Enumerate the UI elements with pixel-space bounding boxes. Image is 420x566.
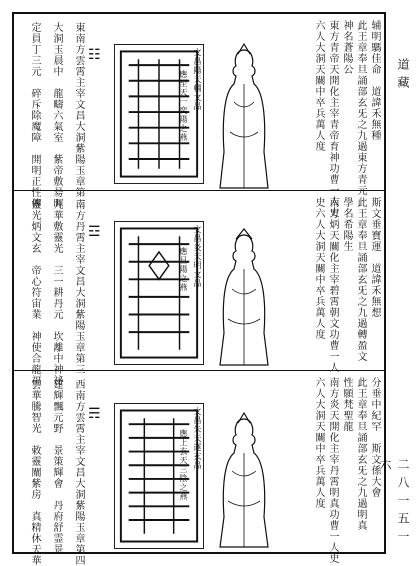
deity-figure-1 [214, 42, 274, 190]
p3-talisman-sub: 應上玄天三陰之燕 [179, 429, 188, 501]
p1-talisman-sub: 應至天一奕陽之燕 [179, 70, 188, 142]
p1-rcol-5: 六人大洞天關中卒兵萬人度 [313, 20, 324, 152]
p1-lcol-2: 大洞玉晨中 龍疇六氣室 紫帝敷昜暉 [51, 22, 62, 209]
p2-talisman-caption: 文昌炎天明文品 [193, 225, 202, 288]
p2-lcol-1: 南方丹霄主宰文昌大洞紫陽玉章第三 [73, 199, 84, 375]
deity-figure-2 [214, 225, 274, 367]
p3-rcol-1: 分垂中紀罕 斯文係大會 [369, 377, 380, 498]
p1-talisman-caption: 文昌陽天輔文品 [193, 48, 202, 111]
talisman-seal-3 [114, 403, 204, 549]
side-label-top: 道藏 [396, 58, 410, 94]
p3-rcol-3: 性願梵聖龍 [341, 377, 352, 432]
p3-lcol-1: 西南方雲霄主宰文昌大洞紫陽玉章第四 [73, 379, 84, 566]
p1-rcol-3: 神名蒼陽公 [341, 20, 352, 75]
p2-rcol-5: 史六人大洞天關中卒兵萬人度 [313, 197, 324, 340]
panel-1 [14, 14, 384, 218]
trigram-1: ☷ [88, 47, 101, 63]
panel-2 [14, 190, 384, 386]
p3-rcol-5: 六人大洞天關中卒兵萬人度 [313, 377, 324, 509]
p1-rcol-2: 此王章奉旦誦部玄旡之九過東方青元 [355, 20, 366, 196]
p2-rcol-4: 南方炳天關化主宰碧霄朝文功曹一人 [327, 197, 338, 373]
p1-lcol-3: 定員丁三元 碎斥除魔障 開明正性傳 [29, 22, 40, 209]
p2-talisman-sub: 應旦陽之燕 [179, 247, 188, 292]
p2-lcol-2: 九華敷靈光 三一耕丹元 坎離中神祕 [51, 199, 62, 386]
side-label-bottom: 二八一五一六 [378, 458, 410, 548]
trigram-3: ☴ [88, 406, 101, 422]
p3-talisman-caption: 文昌朱天運玄品 [193, 407, 202, 470]
p2-lcol-3: 靈光炳文玄 帝心符宙業 神使合龍福 [29, 199, 40, 386]
deity-figure-3 [214, 409, 274, 549]
p3-rcol-4: 南方炎天開化主宰丹霄明真功曹一人史 [327, 377, 338, 564]
p3-lcol-2: 建輝飄元野 景策輝會 丹府舒霊景 [51, 379, 62, 555]
p2-rcol-2: 此王章奉旦誦部玄旡之九過轉盈文 [355, 197, 366, 362]
talisman-seal-1 [114, 44, 204, 184]
p3-rcol-2: 此王章奉旦誦部玄旡之九過明真 [355, 377, 366, 531]
side-margin [378, 12, 414, 554]
p2-rcol-3: 學名希陽生 [341, 197, 352, 252]
trigram-2: ☲ [88, 224, 101, 240]
p1-rcol-1: 辅明騳佳命 道諱禾無種 [369, 20, 380, 141]
p1-rcol-4: 東方青帝天開化主宰青帝育神功曹一人史 [327, 20, 338, 218]
panel-3 [14, 370, 384, 566]
p2-rcol-1: 斯文垂寶運 道諱禾無想 [369, 197, 380, 318]
p3-lcol-3: 雲華騰智光 敕靈闡紫房 真精休天華 [29, 379, 40, 566]
p1-lcol-1: 東南方雲霄主宰文昌大洞紫陽玉章第二 [73, 22, 84, 209]
talisman-seal-2 [114, 221, 204, 365]
